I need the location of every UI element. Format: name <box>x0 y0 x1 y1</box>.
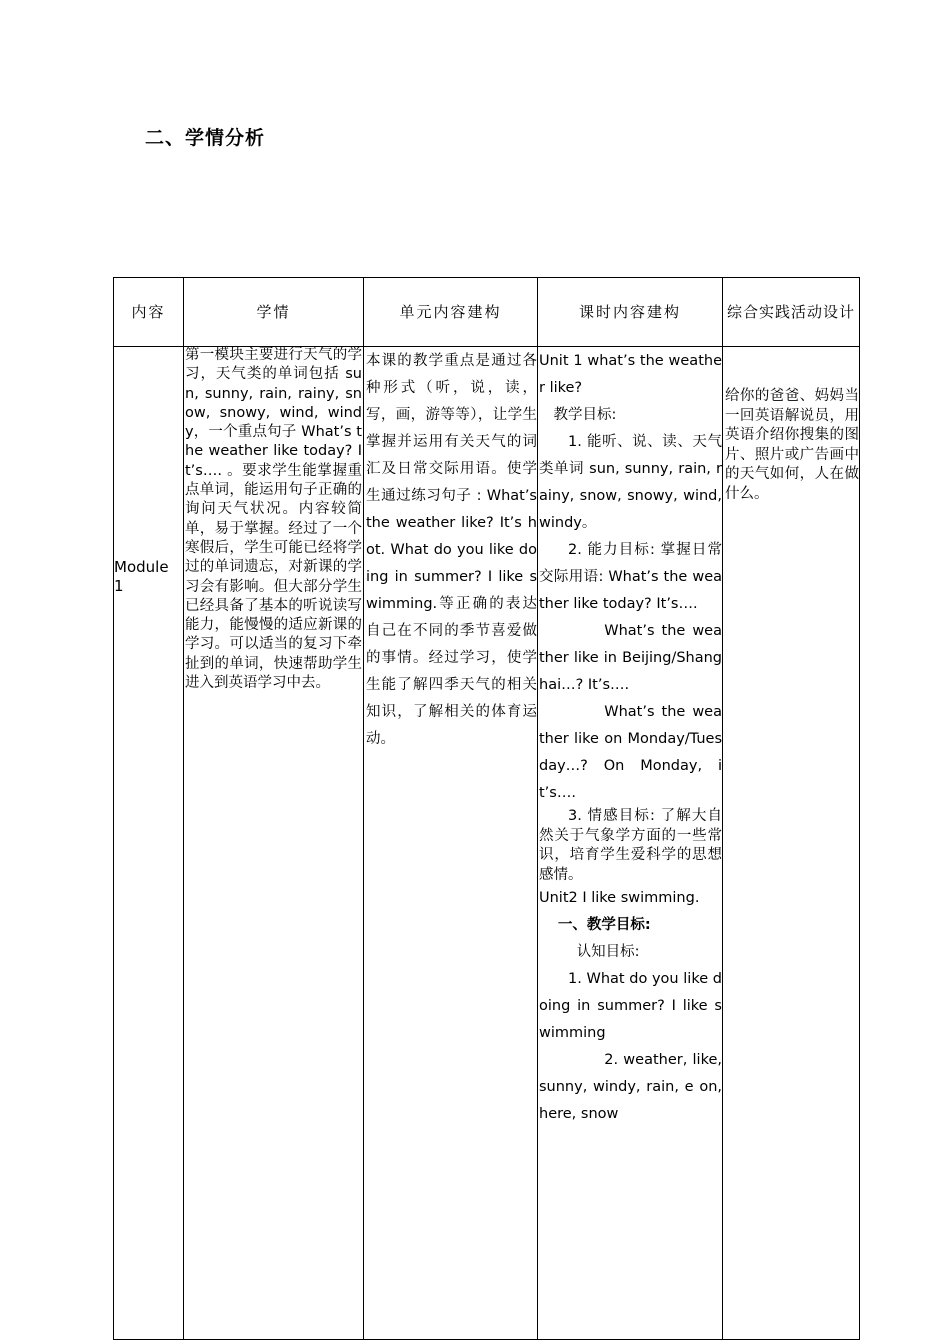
header-content: 内容 <box>131 302 166 321</box>
unit2-goals-heading: 一、教学目标: <box>557 917 651 933</box>
table-border-bottom <box>113 1339 860 1340</box>
cognitive-goal-2: 2. weather, like, sunny, windy, rain, e on, here, snow <box>539 1052 722 1122</box>
practice-activity-text: 给你的爸爸、妈妈当一回英语解说员，用英语介绍你搜集的图片、照片或广告画中的天气如何，人在做什么。 <box>725 388 859 502</box>
sentence-pattern: What’s the weather like in Beijing/Shanghai…? It’s…. <box>539 623 722 693</box>
goal-ability: 2. 能力目标: 掌握日常交际用语: What’s the weather like today? It’s…. <box>539 542 722 612</box>
column-divider <box>722 277 723 1340</box>
header-practice-activity: 综合实践活动设计 <box>726 302 855 321</box>
header-unit-construction: 单元内容建构 <box>399 302 502 321</box>
section-heading: 二、学情分析 <box>145 127 266 149</box>
column-divider <box>183 277 184 1340</box>
table-border-left <box>113 277 114 1340</box>
cognitive-goals-label: 认知目标: <box>576 944 640 960</box>
unit-construction-text: 本课的教学重点是通过各种形式（听，说，读，写，画，游等等），让学生掌握并运用有关天气的词汇及日常交际用语。使学生通过练习句子 : What’s the weather like? It’s hot. What do you like doing in summer? I like swimming.等正确的表达自己在不同的季节喜爱做的事情。经过学习，使学生能了解四季天气的相关知识，了解相关的体育运动。 <box>366 353 537 747</box>
header-lesson-construction: 课时内容建构 <box>578 302 681 321</box>
module-label: Module 1 <box>114 558 169 595</box>
sentence-pattern: What’s the weather like on Monday/Tuesday…? On Monday, it’s…. <box>539 704 722 801</box>
unit2-title: Unit2 I like swimming. <box>539 890 700 906</box>
goal-knowledge: 1. 能听、说、读、天气类单词 sun, sunny, rain, rainy, snow, snowy, wind, windy。 <box>539 434 722 531</box>
column-divider <box>363 277 364 1340</box>
lesson-construction-text <box>539 348 722 1128</box>
unit1-title: Unit 1 what’s the weather like? <box>539 353 722 396</box>
learning-situation-text: 第一模块主要进行天气的学习，天气类的单词包括 sun, sunny, rain, rainy, snow, snowy, wind, windy，一个重点句子 What’s the weather like today? It’s…. 。要求学生能掌握重点单词，能运用句子正确的询问天气状况。内容较简单，易于掌握。经过了一个寒假后，学生可能已经将学过的单词遗忘，对新课的学习会有影响。但大部分学生已经具备了基本的听说读写能力，能慢慢的适应新课的学习。可以适当的复习下牵扯到的单词，快速帮助学生进入到英语学习中去。 <box>185 347 362 692</box>
table-border-right <box>859 277 860 1340</box>
goal-emotion: 3. 情感目标: 了解大自然关于气象学方面的一些常识，培育学生爱科学的思想感情。 <box>539 808 722 883</box>
column-divider <box>537 277 538 1340</box>
header-learning-situation: 学情 <box>256 302 291 321</box>
teaching-goals-label: 教学目标: <box>553 407 617 423</box>
cognitive-goal-1: 1. What do you like doing in summer? I like swimming <box>539 971 722 1041</box>
